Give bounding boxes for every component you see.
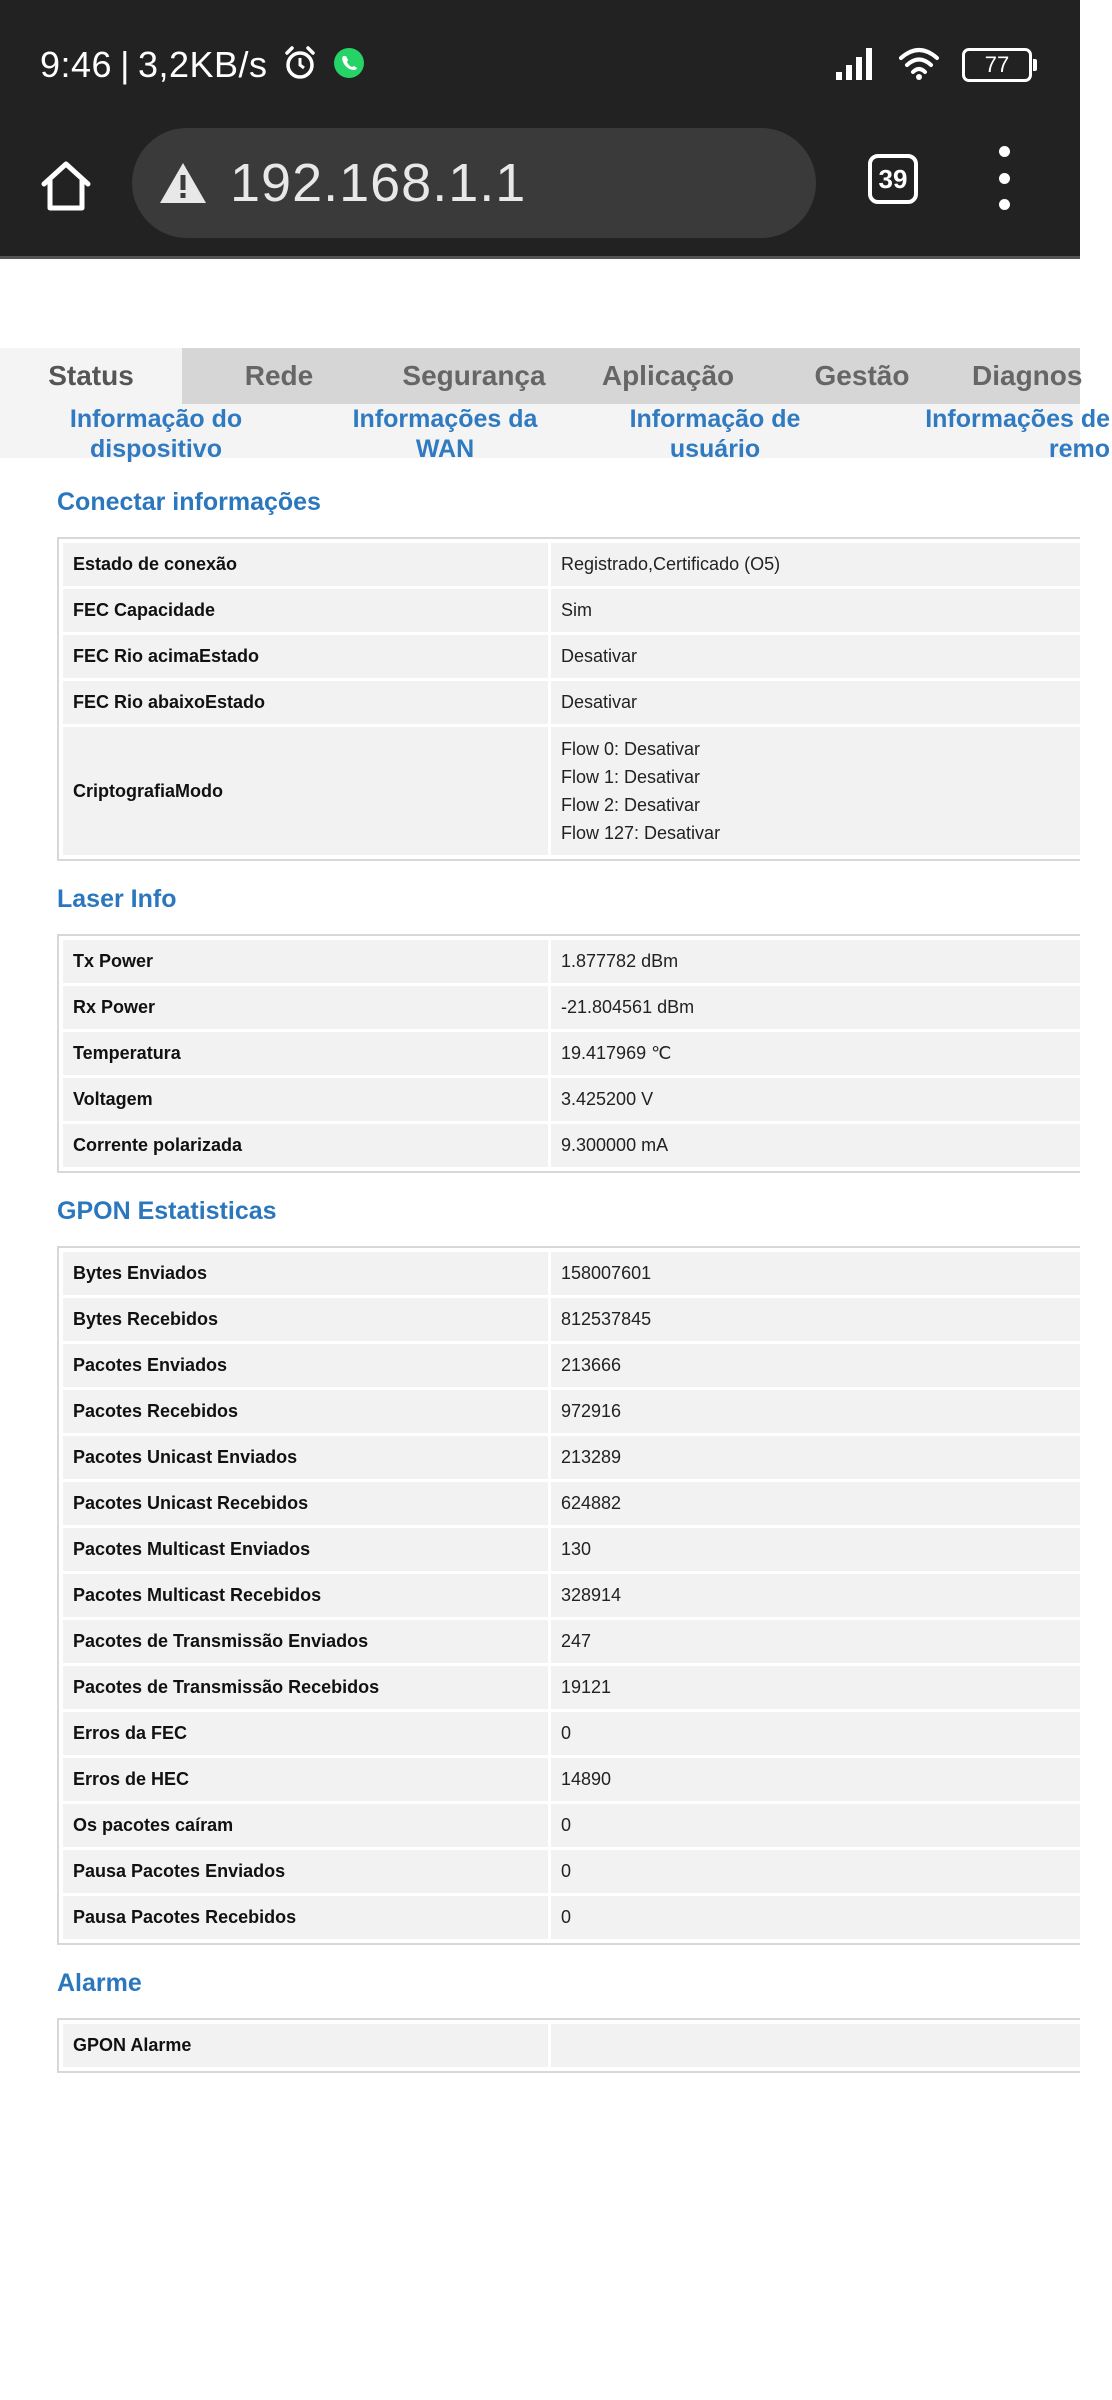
main-content xyxy=(57,480,1080,2097)
row-value: 1.877782 dBm xyxy=(551,940,1080,983)
laser-info-table xyxy=(57,934,1080,1173)
browser-toolbar xyxy=(0,128,1080,256)
tab-count: 39 xyxy=(878,163,908,194)
status-bar xyxy=(0,0,1080,128)
table-row xyxy=(63,681,1080,724)
tab-diagnostico[interactable]: Diagnos xyxy=(972,360,1083,391)
row-value: 0 xyxy=(551,1712,1080,1755)
warning-icon[interactable] xyxy=(158,161,208,205)
row-value: 19.417969 ℃ xyxy=(551,1032,1080,1075)
row-label: Pacotes Enviados xyxy=(63,1344,548,1387)
tab-aplicacao[interactable]: Aplicação xyxy=(601,360,735,391)
table-row xyxy=(63,1124,1080,1167)
row-label: Pacotes de Transmissão Recebidos xyxy=(63,1666,548,1709)
row-value: Registrado,Certificado (O5) xyxy=(551,543,1080,586)
table-row xyxy=(63,1078,1080,1121)
signal-icon xyxy=(834,46,876,85)
table-row xyxy=(63,1896,1080,1939)
table-row xyxy=(63,1436,1080,1479)
table-row xyxy=(63,1344,1080,1387)
row-value: 9.300000 mA xyxy=(551,1124,1080,1167)
home-button[interactable] xyxy=(30,150,102,222)
subtab-user-info[interactable]: Informação de usuário xyxy=(629,405,801,463)
main-nav xyxy=(0,348,1083,404)
row-label: Pausa Pacotes Enviados xyxy=(63,1850,548,1893)
row-label: CriptografiaModo xyxy=(63,727,548,855)
status-separator: | xyxy=(120,44,130,85)
row-label: Pacotes Unicast Enviados xyxy=(63,1436,548,1479)
row-value: 213666 xyxy=(551,1344,1080,1387)
table-row xyxy=(63,1712,1080,1755)
table-row xyxy=(63,2024,1080,2067)
row-label: Pausa Pacotes Recebidos xyxy=(63,1896,548,1939)
row-label: GPON Alarme xyxy=(63,2024,548,2067)
row-label: Pacotes Recebidos xyxy=(63,1390,548,1433)
row-label: Bytes Recebidos xyxy=(63,1298,548,1341)
row-value xyxy=(551,2024,1080,2067)
row-label: Bytes Enviados xyxy=(63,1252,548,1295)
alarm-table xyxy=(57,2018,1080,2073)
row-label: Pacotes de Transmissão Enviados xyxy=(63,1620,548,1663)
section-title-alarm: Alarme xyxy=(57,1969,142,1997)
whatsapp-icon xyxy=(332,46,366,85)
row-label: Erros de HEC xyxy=(63,1758,548,1801)
clock: 9:46 xyxy=(40,44,113,85)
row-label: Corrente polarizada xyxy=(63,1124,548,1167)
row-value-line: Flow 1: Desativar xyxy=(561,767,701,787)
row-label: Tx Power xyxy=(63,940,548,983)
tab-status[interactable]: Status xyxy=(0,348,182,404)
row-value: 0 xyxy=(551,1804,1080,1847)
row-label: Estado de conexão xyxy=(63,543,548,586)
address-bar[interactable] xyxy=(132,128,816,238)
table-row xyxy=(63,1850,1080,1893)
row-value: 972916 xyxy=(551,1390,1080,1433)
table-row xyxy=(63,727,1080,855)
row-value-line: Flow 2: Desativar xyxy=(561,795,701,815)
tab-seguranca[interactable]: Segurança xyxy=(402,360,546,391)
row-value: Desativar xyxy=(551,681,1080,724)
table-row xyxy=(63,1804,1080,1847)
row-label: Pacotes Multicast Enviados xyxy=(63,1528,548,1571)
overflow-menu-button[interactable] xyxy=(990,146,1018,210)
row-value: Sim xyxy=(551,589,1080,632)
row-value: 247 xyxy=(551,1620,1080,1663)
home-icon xyxy=(38,158,94,214)
table-row xyxy=(63,635,1080,678)
table-row xyxy=(63,1390,1080,1433)
row-value: 624882 xyxy=(551,1482,1080,1525)
row-label: Voltagem xyxy=(63,1078,548,1121)
row-value xyxy=(551,727,1080,855)
row-label: Rx Power xyxy=(63,986,548,1029)
subtab-remote-info[interactable]: Informações de remo xyxy=(925,405,1110,463)
row-value: 158007601 xyxy=(551,1252,1080,1295)
network-speed: 3,2KB/s xyxy=(137,44,268,85)
tab-gestao[interactable]: Gestão xyxy=(814,360,910,391)
table-row xyxy=(63,1298,1080,1341)
section-title-laser: Laser Info xyxy=(57,885,177,913)
table-row xyxy=(63,940,1080,983)
row-value-line: Flow 0: Desativar xyxy=(561,739,701,759)
row-value: -21.804561 dBm xyxy=(551,986,1080,1029)
table-row xyxy=(63,1758,1080,1801)
table-row xyxy=(63,1666,1080,1709)
row-label: FEC Rio abaixoEstado xyxy=(63,681,548,724)
sub-nav xyxy=(0,404,1110,463)
table-row xyxy=(63,543,1080,586)
row-label: FEC Rio acimaEstado xyxy=(63,635,548,678)
row-value: 19121 xyxy=(551,1666,1080,1709)
row-value: Desativar xyxy=(551,635,1080,678)
row-value: 14890 xyxy=(551,1758,1080,1801)
table-row xyxy=(63,1032,1080,1075)
row-label: Os pacotes caíram xyxy=(63,1804,548,1847)
table-row xyxy=(63,1482,1080,1525)
row-value: 0 xyxy=(551,1896,1080,1939)
subtab-device-info[interactable]: Informação do dispositivo xyxy=(69,405,243,463)
table-row xyxy=(63,1252,1080,1295)
row-value: 328914 xyxy=(551,1574,1080,1617)
table-row xyxy=(63,1528,1080,1571)
section-title-connect: Conectar informações xyxy=(57,488,321,516)
row-value: 0 xyxy=(551,1850,1080,1893)
row-value: 130 xyxy=(551,1528,1080,1571)
table-row xyxy=(63,1574,1080,1617)
row-label: FEC Capacidade xyxy=(63,589,548,632)
row-label: Pacotes Unicast Recebidos xyxy=(63,1482,548,1525)
gpon-stats-table xyxy=(57,1246,1080,1945)
wifi-icon xyxy=(898,46,940,85)
url-text[interactable]: 192.168.1.1 xyxy=(230,153,527,213)
row-label: Pacotes Multicast Recebidos xyxy=(63,1574,548,1617)
subtab-wan-info[interactable]: Informações da WAN xyxy=(352,405,538,463)
battery-icon xyxy=(962,48,1032,82)
section-title-gpon: GPON Estatisticas xyxy=(57,1197,277,1225)
tab-rede[interactable]: Rede xyxy=(244,360,314,391)
row-label: Erros da FEC xyxy=(63,1712,548,1755)
row-value: 3.425200 V xyxy=(551,1078,1080,1121)
table-row xyxy=(63,589,1080,632)
alarm-icon xyxy=(282,45,318,86)
row-value: 213289 xyxy=(551,1436,1080,1479)
row-value-line: Flow 127: Desativar xyxy=(561,823,721,843)
tab-switcher-button[interactable] xyxy=(868,154,918,204)
row-label: Temperatura xyxy=(63,1032,548,1075)
table-row xyxy=(63,1620,1080,1663)
battery-level: 77 xyxy=(984,52,1010,77)
row-value: 812537845 xyxy=(551,1298,1080,1341)
connect-info-table xyxy=(57,537,1080,861)
table-row xyxy=(63,986,1080,1029)
